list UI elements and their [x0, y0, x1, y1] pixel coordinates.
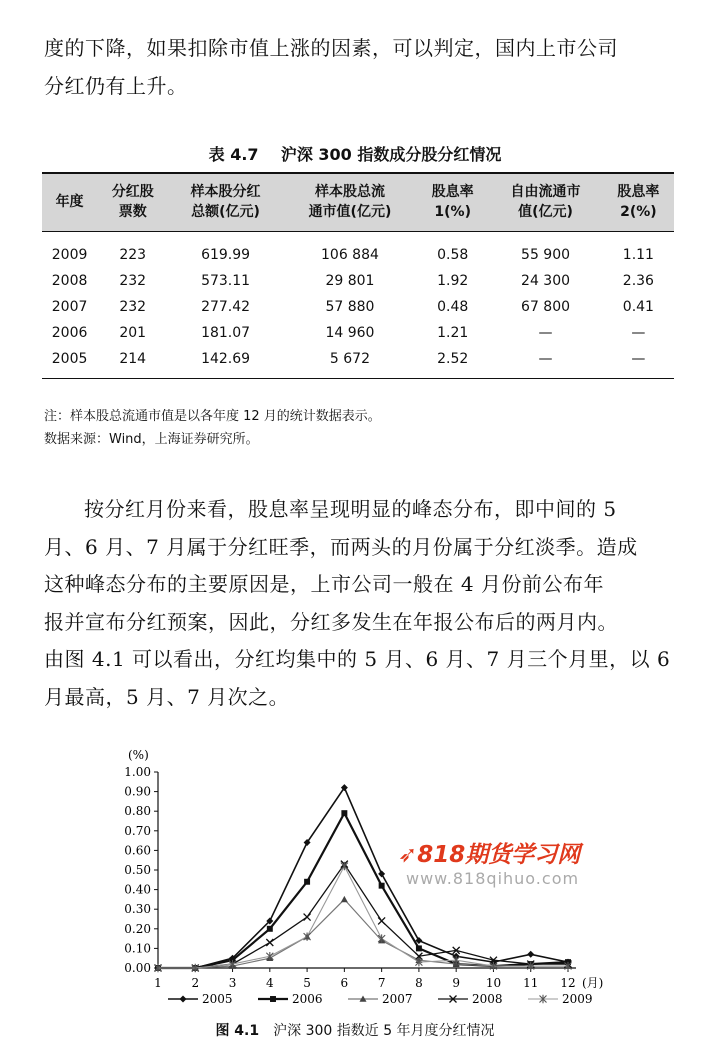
y-tick-label: 0.60 [124, 843, 151, 858]
text-line: 这种峰态分布的主要原因是，上市公司一般在 4 月份前公布年 [44, 572, 604, 596]
x-tick-label: 8 [415, 976, 423, 990]
data-point [267, 926, 273, 932]
column-header-line: 票数 [118, 204, 147, 221]
column-header-line: 股息率 [617, 184, 660, 201]
table-cell: 0.48 [437, 298, 469, 315]
legend-label: 2005 [202, 992, 233, 1006]
table-caption [0, 142, 710, 165]
table-cell: 181.07 [201, 324, 251, 341]
series-line [158, 899, 568, 968]
figure-title: 沪深 300 指数近 5 年月度分红情况 [273, 1023, 495, 1039]
table-cell: 24 300 [521, 272, 571, 289]
y-axis-label: (%) [128, 748, 149, 762]
data-point [527, 951, 534, 958]
table-source: 数据来源：Wind，上海证券研究所。 [44, 432, 259, 447]
y-tick-label: 0.40 [124, 882, 151, 897]
table-cell: 0.58 [437, 246, 469, 263]
table-cell: — [631, 324, 646, 341]
column-header-line: 通市值(亿元) [308, 204, 392, 221]
table-cell: 0.41 [622, 298, 654, 315]
table-number: 表 4.7 [208, 145, 259, 164]
column-header-line: 2(%) [620, 204, 657, 221]
legend-item [168, 992, 233, 1006]
data-point [378, 917, 385, 924]
table-cell: 277.42 [201, 298, 251, 315]
x-tick-label: 12 [560, 976, 576, 990]
table-cell: 214 [97, 346, 168, 379]
series-2006 [155, 810, 571, 971]
y-tick-label: 0.90 [124, 784, 151, 799]
table-cell: 2009 [51, 246, 88, 263]
column-header [42, 173, 97, 231]
table-cell: 232 [119, 298, 147, 315]
intro-paragraph [44, 30, 674, 105]
legend-item [438, 992, 503, 1006]
text-line: 月最高，5 月、7 月次之。 [44, 684, 290, 709]
x-tick-label: 9 [452, 976, 461, 990]
y-tick-label: 0.10 [124, 941, 151, 956]
table-title: 沪深 300 指数成分股分红情况 [280, 145, 502, 164]
table-cell: 2007 [51, 298, 88, 315]
column-header [283, 173, 417, 231]
table-cell: 2008 [51, 272, 88, 289]
column-header-line: 值(亿元) [518, 204, 573, 221]
data-point [341, 810, 347, 816]
x-tick-label: 7 [377, 976, 386, 990]
text-line: 度的下降，如果扣除市值上涨的因素，可以判定，国内上市公司 [44, 36, 618, 60]
legend-label: 2009 [562, 992, 593, 1006]
column-header [168, 173, 283, 231]
y-tick-label: 0.80 [124, 804, 151, 819]
table-cell: 29 801 [325, 272, 375, 289]
table-cell: 1.11 [622, 246, 654, 263]
text-line: 分红仍有上升。 [44, 73, 188, 98]
table-cell: 106 884 [321, 246, 379, 263]
data-point [304, 914, 311, 921]
y-tick-label: 0.50 [124, 863, 151, 877]
text-line: 按分红月份来看，股息率呈现明显的峰态分布，即中间的 5 [84, 497, 617, 521]
column-header [488, 173, 603, 231]
table-note: 注：样本股总流通市值是以各年度 12 月的统计数据表示。 [44, 409, 381, 424]
text-line: 月、6 月、7 月属于分红旺季，而两头的月份属于分红淡季。造成 [44, 534, 638, 559]
table-row [42, 346, 674, 379]
table-cell: 67 800 [521, 298, 571, 315]
table-cell: 201 [119, 324, 147, 341]
table-cell: — [538, 324, 553, 341]
column-header-line: 股息率 [431, 184, 474, 201]
y-tick-label: 0.20 [124, 921, 151, 936]
legend-item [348, 992, 413, 1006]
column-header-line: 分红股 [111, 184, 154, 201]
column-header-line: 年度 [55, 194, 84, 211]
watermark-logo [398, 836, 580, 888]
table-cell: 1.92 [437, 272, 469, 289]
x-tick-label: 6 [340, 976, 349, 990]
analysis-paragraph [44, 491, 674, 716]
column-header-line: 总额(亿元) [191, 204, 260, 221]
data-point [304, 932, 311, 940]
table-cell: 1.21 [437, 324, 469, 341]
data-point [180, 996, 187, 1003]
table-cell: 573.11 [201, 272, 251, 289]
legend-item [528, 992, 593, 1006]
figure-number: 图 4.1 [215, 1023, 260, 1039]
table-cell: — [488, 346, 603, 379]
x-tick-label: 4 [265, 976, 274, 990]
column-header-line: 自由流通市 [510, 184, 581, 201]
table-cell: 232 [119, 272, 147, 289]
legend-label: 2007 [382, 992, 413, 1006]
data-point [378, 870, 385, 877]
dividend-table [42, 172, 674, 379]
x-tick-label: 3 [228, 976, 237, 990]
column-header [417, 173, 488, 231]
data-point [379, 883, 385, 889]
column-header-line: 样本股分红 [190, 184, 261, 201]
x-tick-label: 1 [154, 976, 162, 990]
data-point [341, 896, 348, 902]
watermark-title: ➶818期货学习网 [398, 842, 581, 868]
table-body [42, 231, 674, 378]
y-tick-label: 0.70 [124, 823, 151, 838]
table-cell: 2.36 [622, 272, 654, 289]
legend-label: 2006 [292, 992, 323, 1006]
data-point [266, 939, 273, 946]
data-point [416, 945, 422, 951]
y-tick-label: 1.00 [124, 765, 151, 779]
x-tick-label: 11 [523, 976, 539, 990]
column-header [603, 173, 674, 231]
x-tick-label: 10 [485, 976, 502, 990]
column-header-line: 1(%) [434, 204, 471, 221]
table-row [42, 268, 674, 294]
watermark-url: www.818qihuo.com [406, 869, 580, 888]
table-cell: 223 [119, 246, 147, 263]
table-cell: 619.99 [201, 246, 251, 263]
table-row [42, 231, 674, 268]
data-point [270, 996, 276, 1002]
figure-caption [0, 1020, 710, 1040]
data-point [304, 879, 310, 885]
table-cell: 2006 [51, 324, 88, 341]
legend-label: 2008 [472, 992, 503, 1006]
table-cell: — [603, 346, 674, 379]
y-tick-label: 0.30 [124, 902, 151, 917]
table-cell: 14 960 [325, 324, 375, 341]
table-cell: 55 900 [521, 246, 571, 263]
legend-item [258, 992, 323, 1006]
table-row [42, 320, 674, 346]
y-tick-label: 0.00 [124, 961, 151, 975]
table-cell: 5 672 [283, 346, 417, 379]
x-tick-label: 5 [303, 976, 311, 990]
x-tick-label: 2 [191, 976, 200, 990]
table-cell: 57 880 [325, 298, 375, 315]
table-cell: 2.52 [417, 346, 488, 379]
table-row [42, 294, 674, 320]
x-axis-unit: (月) [582, 976, 604, 990]
text-line: 由图 4.1 可以看出，分红均集中的 5 月、6 月、7 月三个月里，以 6 [44, 647, 671, 671]
text-line: 报并宣布分红预案，因此，分红多发生在年报公布后的两月内。 [44, 609, 618, 634]
column-header [97, 173, 168, 231]
watermark-swoosh-icon: ➶ [398, 842, 418, 868]
table-header-row [42, 173, 674, 231]
table-cell: 142.69 [168, 346, 283, 379]
table-cell: 2005 [42, 346, 97, 379]
column-header-line: 样本股总流 [314, 184, 385, 201]
